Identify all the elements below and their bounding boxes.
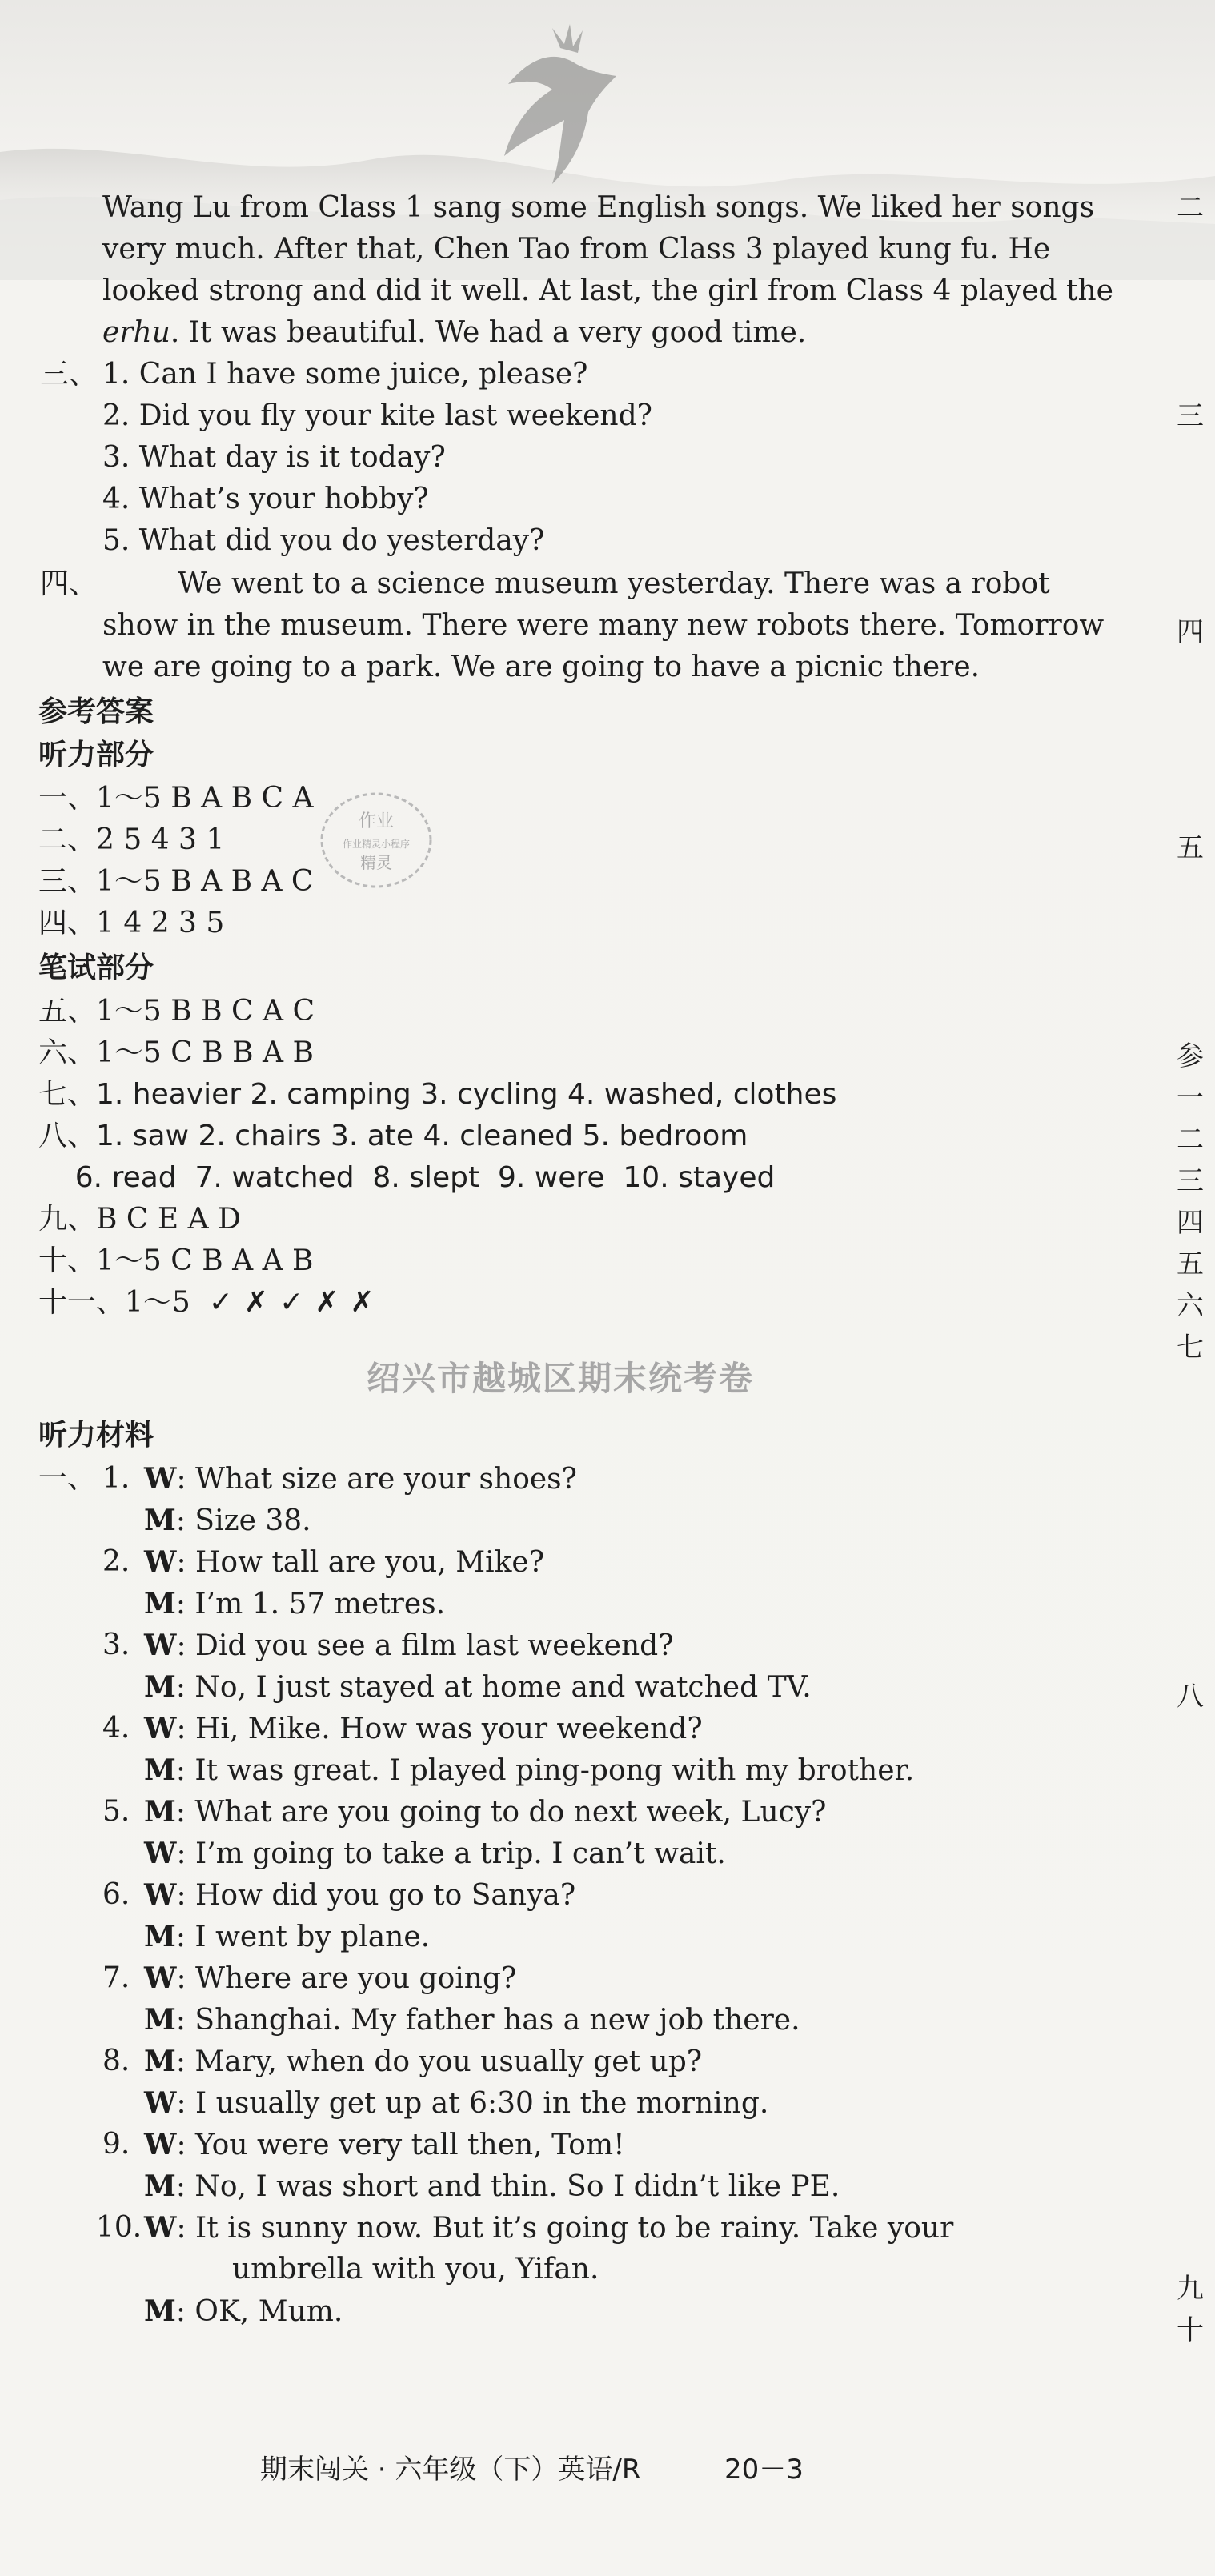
dialog-number: 7. xyxy=(102,1961,130,1994)
written-answer-7: 七、1. heavier 2. camping 3. cycling 4. washed, clothes xyxy=(38,1078,837,1111)
dialog-line xyxy=(144,2041,702,2083)
footer-text: 期末闯关 · 六年级（下）英语/R xyxy=(260,2454,641,2486)
watermark-stamp xyxy=(316,788,436,892)
dialog-line xyxy=(144,1541,544,1584)
dialog-text: : Shanghai. My father has a new job there. xyxy=(175,2004,800,2037)
sec3-item-2: 2. Did you fly your kite last weekend? xyxy=(102,399,652,432)
listening-answer-3: 三、1～5 B A B A C xyxy=(38,865,314,898)
speaker-label: M xyxy=(144,1670,176,1704)
written-answer-8a: 八、1. saw 2. chairs 3. ate 4. cleaned 5. bedroom xyxy=(38,1120,748,1152)
dialog-line xyxy=(144,1666,812,1709)
dialog-line xyxy=(144,2165,840,2208)
dialog-line xyxy=(144,1583,445,1625)
dialog-line xyxy=(144,1833,726,1875)
answers-title: 参考答案 xyxy=(38,695,154,728)
dialog-number: 9. xyxy=(102,2128,130,2161)
exam-section-title: 绍兴市越城区期末统考卷 xyxy=(366,1359,754,1398)
dialog-text: : You were very tall then, Tom! xyxy=(176,2129,625,2161)
sec4-line-3: we are going to a park. We are going to have a picnic there. xyxy=(102,651,980,683)
sec4-mark: 四、 xyxy=(40,567,98,600)
dialog-10-number: 10. xyxy=(96,2211,142,2244)
listening-answer-4: 四、1 4 2 3 5 xyxy=(38,907,225,939)
dialog-number: 6. xyxy=(102,1878,130,1911)
listening-answer-1: 一、1～5 B A B C A xyxy=(38,782,314,815)
speaker-label: M xyxy=(144,2045,176,2078)
dialog-10-m-line xyxy=(144,2290,343,2333)
sec3-item-3: 3. What day is it today? xyxy=(102,441,446,474)
dialog-text: : What are you going to do next week, Lucy? xyxy=(175,1796,827,1829)
written-answer-6: 六、1～5 C B B A B xyxy=(38,1036,314,1069)
dialog-10-w-line xyxy=(144,2207,953,2249)
dialog-number: 5. xyxy=(102,1795,130,1828)
speaker-label: W xyxy=(144,1878,177,1912)
dialog-number: 4. xyxy=(102,1712,130,1745)
dialog-line xyxy=(144,1999,800,2041)
sec4-line-1: We went to a science museum yesterday. There was a robot xyxy=(178,567,1050,600)
speaker-label: M xyxy=(144,2003,176,2037)
speaker-label: W xyxy=(144,1545,177,1579)
dialog-text: : Did you see a film last weekend? xyxy=(176,1629,674,1662)
speaker-m: M xyxy=(144,2294,176,2328)
dialog-number: 8. xyxy=(102,2045,130,2077)
speaker-label: W xyxy=(144,1462,177,1496)
margin-glyph: 五 xyxy=(1177,1248,1204,1280)
dialog-10-m-text: : OK, Mum. xyxy=(175,2295,343,2328)
sec4-line-2: show in the museum. There were many new robots there. Tomorrow xyxy=(102,609,1105,642)
dialog-text: : I went by plane. xyxy=(175,1921,431,1953)
dialog-number: 1. xyxy=(102,1462,130,1495)
dialog-line xyxy=(144,1500,311,1542)
sec3-item-1: 1. Can I have some juice, please? xyxy=(102,358,588,391)
margin-glyph: 四 xyxy=(1177,616,1204,648)
dialog-line xyxy=(144,1458,577,1500)
dialog-text: : No, I was short and thin. So I didn’t like PE. xyxy=(175,2170,840,2203)
written-part-title: 笔试部分 xyxy=(38,951,154,984)
dialog-text: : How tall are you, Mike? xyxy=(176,1546,545,1579)
speaker-label: W xyxy=(144,2128,177,2161)
dialog-text: : It was great. I played ping-pong with my brother. xyxy=(175,1754,915,1787)
dialog-line xyxy=(144,1916,430,1958)
dialog-text: : Size 38. xyxy=(175,1504,311,1537)
speaker-label: W xyxy=(144,1629,177,1662)
speaker-label: M xyxy=(144,1587,176,1621)
dialog-text: : Hi, Mike. How was your weekend? xyxy=(176,1713,703,1745)
margin-glyph: 参 xyxy=(1177,1040,1204,1072)
listening-material-title: 听力材料 xyxy=(38,1419,154,1452)
stamp-line-1: 作业 xyxy=(358,811,395,831)
dialog-line xyxy=(144,1749,914,1792)
dialog-line xyxy=(144,1625,674,1667)
margin-glyph: 三 xyxy=(1177,400,1204,432)
dialog-text: : I’m going to take a trip. I can’t wait. xyxy=(176,1837,726,1870)
dialog-number: 3. xyxy=(102,1629,130,1661)
margin-glyph: 三 xyxy=(1177,1165,1204,1197)
sec3-item-4: 4. What’s your hobby? xyxy=(102,483,429,515)
passage-line-2: very much. After that, Chen Tao from Class 3 played kung fu. He xyxy=(102,233,1051,266)
listening-part-title: 听力部分 xyxy=(38,739,154,771)
passage-line-1: Wang Lu from Class 1 sang some English songs. We liked her songs xyxy=(102,191,1095,224)
margin-glyph: 七 xyxy=(1177,1332,1204,1364)
margin-glyph: 一 xyxy=(1177,1082,1204,1114)
dialog-10-w-text: : It is sunny now. But it’s going to be rainy. Take your xyxy=(176,2212,954,2245)
margin-glyph: 八 xyxy=(1177,1681,1204,1713)
margin-glyph: 五 xyxy=(1177,832,1204,864)
dialog-line xyxy=(144,2082,768,2125)
dialog-line xyxy=(144,1791,826,1833)
speaker-w: W xyxy=(144,2211,177,2245)
speaker-label: M xyxy=(144,1753,176,1787)
margin-glyph: 二 xyxy=(1177,192,1204,224)
listening-answer-2: 二、2 5 4 3 1 xyxy=(38,823,225,856)
stamp-line-2: 作业精灵小程序 xyxy=(342,839,411,850)
written-answer-10: 十、1～5 C B A A B xyxy=(38,1244,314,1277)
dialog-line xyxy=(144,1874,575,1917)
margin-glyph: 六 xyxy=(1177,1290,1204,1322)
written-answer-9: 九、B C E A D xyxy=(38,1203,241,1236)
dialog-line xyxy=(144,2124,625,2166)
speaker-label: W xyxy=(144,1712,177,1745)
written-answer-11 xyxy=(38,1282,386,1324)
dialog-line xyxy=(144,1957,516,2000)
dialogs-section-mark: 一、 xyxy=(38,1462,97,1495)
dialog-10-w-line-2: umbrella with you, Yifan. xyxy=(232,2253,599,2286)
stamp-line-3: 精灵 xyxy=(360,853,392,872)
sec3-mark: 三、 xyxy=(40,358,98,391)
margin-glyph: 二 xyxy=(1177,1124,1204,1156)
passage-line-3: looked strong and did it well. At last, the girl from Class 4 played the xyxy=(102,274,1113,307)
speaker-label: W xyxy=(144,1837,177,1870)
speaker-label: M xyxy=(144,1795,176,1829)
answer-11-label: 十一、1～5 xyxy=(38,1286,190,1319)
margin-glyph: 四 xyxy=(1177,1207,1204,1239)
footer-page-number: 20－3 xyxy=(724,2454,804,2486)
speaker-label: M xyxy=(144,2169,176,2203)
speaker-label: W xyxy=(144,1961,177,1995)
sec3-item-5: 5. What did you do yesterday? xyxy=(102,524,545,557)
dialog-text: : How did you go to Sanya? xyxy=(176,1879,576,1912)
passage-line-4 xyxy=(102,312,806,354)
speaker-label: W xyxy=(144,2086,177,2120)
passage-italic-word: erhu xyxy=(102,316,170,349)
passage-rest: . It was beautiful. We had a very good time. xyxy=(170,316,807,349)
answer-11-marks: ✓✗✓✗✗ xyxy=(208,1286,386,1319)
dialog-text: : What size are your shoes? xyxy=(176,1463,577,1496)
dialog-line xyxy=(144,1708,703,1750)
speaker-label: M xyxy=(144,1504,176,1537)
dialog-text: : I usually get up at 6:30 in the morning. xyxy=(176,2087,769,2120)
speaker-label: M xyxy=(144,1920,176,1953)
dialog-text: : Where are you going? xyxy=(176,1962,517,1995)
written-answer-8b: 6. read 7. watched 8. slept 9. were 10. stayed xyxy=(38,1161,776,1194)
dialog-number: 2. xyxy=(102,1545,130,1578)
written-answer-5: 五、1～5 B B C A C xyxy=(38,995,315,1028)
margin-glyph: 九 xyxy=(1177,2273,1204,2305)
margin-glyph: 十 xyxy=(1177,2314,1204,2346)
dialog-text: : Mary, when do you usually get up? xyxy=(175,2045,703,2078)
dialog-text: : No, I just stayed at home and watched TV. xyxy=(175,1671,812,1704)
dialog-text: : I’m 1. 57 metres. xyxy=(175,1588,446,1621)
